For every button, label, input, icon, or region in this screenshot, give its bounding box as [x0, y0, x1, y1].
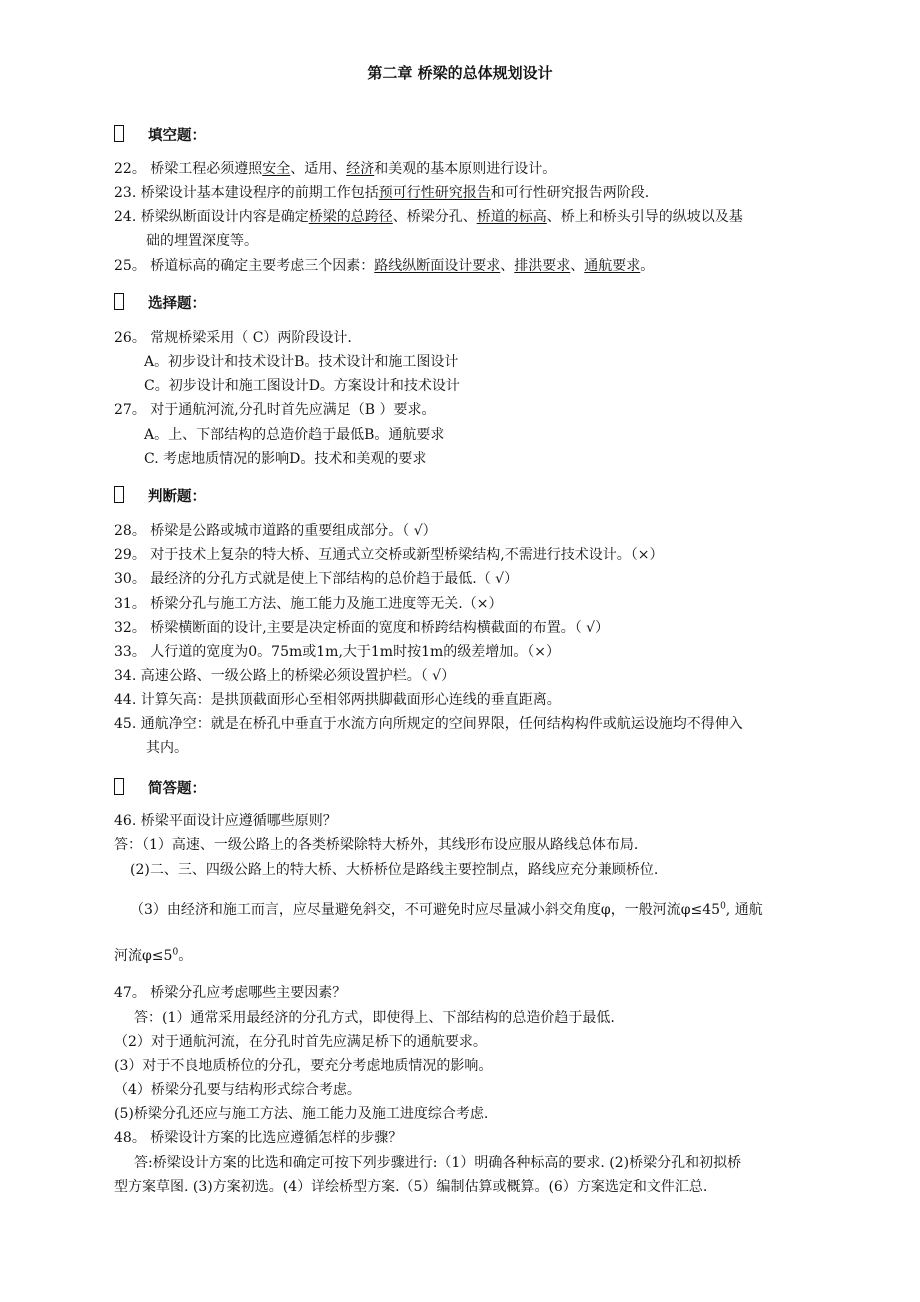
question-24-cont: 础的埋置深度等。: [146, 233, 258, 249]
page-title: 第二章 桥梁的总体规划设计: [367, 64, 553, 82]
question-22: 22。 桥梁工程必须遵照安全、适用、经济和美观的基本原则进行设计。: [114, 161, 557, 177]
checkbox-icon: [114, 125, 124, 142]
question-24: 24. 桥梁纵断面设计内容是确定桥梁的总跨径、桥梁分孔、桥道的标高、桥上和桥头引导的纵坡以及基: [114, 209, 743, 225]
answer-48-1: 答:桥梁设计方案的比选和确定可按下列步骤进行:（1）明确各种标高的要求. (2)桥梁分孔和初拟桥: [134, 1155, 742, 1171]
answer-47-1: 答：(1）通常采用最经济的分孔方式，即使得上、下部结构的总造价趋于最低.: [134, 1010, 615, 1026]
question-23: 23. 桥梁设计基本建设程序的前期工作包括预可行性研究报告和可行性研究报告两阶段.: [114, 185, 650, 201]
question-45: 45. 通航净空：就是在桥孔中垂直于水流方向所规定的空间界限，任何结构构件或航运设施均不得伸入: [114, 716, 743, 732]
question-27-options-1: A。上、下部结构的总造价趋于最低B。通航要求: [144, 427, 445, 443]
checkbox-icon: [114, 293, 124, 310]
answer-47-3: (3）对于不良地质桥位的分孔，要充分考虑地质情况的影响。: [114, 1058, 493, 1074]
question-45-cont: 其内。: [146, 740, 188, 756]
question-25: 25。 桥道标高的确定主要考虑三个因素：路线纵断面设计要求、排洪要求、通航要求。: [114, 258, 655, 274]
answer-46-4: 河流$\varphi\le 5^0$。: [114, 947, 193, 964]
question-30: 30。 最经济的分孔方式就是使上下部结构的总价趋于最低.（ √）: [114, 571, 519, 587]
answer-47-4: （4）桥梁分孔要与结构形式综合考虑。: [114, 1082, 361, 1098]
question-48: 48。 桥梁设计方案的比选应遵循怎样的步骤？: [114, 1130, 403, 1146]
answer-47-2: （2）对于通航河流，在分孔时首先应满足桥下的通航要求。: [114, 1034, 487, 1050]
checkbox-icon: [114, 778, 124, 795]
question-33: 33。 人行道的宽度为0。75m或1m,大于1m时按1m的级差增加。（×）: [114, 644, 560, 660]
question-27: 27。 对于通航河流,分孔时首先应满足（B ）要求。: [114, 402, 436, 418]
answer-46-2: (2)二、三、四级公路上的特大桥、大桥桥位是路线主要控制点，路线应充分兼顾桥位.: [130, 862, 659, 878]
section-short-answer: 简答题：: [114, 778, 206, 799]
question-46: 46. 桥梁平面设计应遵循哪些原则？: [114, 813, 337, 829]
section-judge: 判断题：: [114, 486, 206, 507]
section-choice: 选择题：: [114, 293, 206, 314]
answer-48-2: 型方案草图. (3)方案初选。(4）详绘桥型方案.（5）编制估算或概算。(6）方案选定和文件汇总.: [114, 1179, 708, 1195]
question-28: 28。 桥梁是公路或城市道路的重要组成部分。（ √）: [114, 523, 437, 539]
question-32: 32。 桥梁横断面的设计,主要是决定桥面的宽度和桥跨结构横截面的布置。（ √）: [114, 620, 610, 636]
answer-46-3: （3）由经济和施工而言，应尽量避免斜交，不可避免时应尽量减小斜交角度φ，一般河流$\varphi\le 45^0$, 通航: [130, 901, 763, 918]
question-29: 29。 对于技术上复杂的特大桥、互通式立交桥或新型桥梁结构,不需进行技术设计。（×）: [114, 547, 664, 563]
answer-47-5: (5)桥梁分孔还应与施工方法、施工能力及施工进度综合考虑.: [114, 1106, 489, 1122]
question-44: 44. 计算矢高：是拱顶截面形心至相邻两拱脚截面形心连线的垂直距离。: [114, 692, 561, 708]
question-26-options-1: A。初步设计和技术设计B。技术设计和施工图设计: [144, 354, 459, 370]
question-27-options-2: C. 考虑地质情况的影响D。技术和美观的要求: [144, 451, 427, 467]
question-47: 47。 桥梁分孔应考虑哪些主要因素？: [114, 985, 347, 1001]
question-34: 34. 高速公路、一级公路上的桥梁必须设置护栏。（ √）: [114, 668, 456, 684]
answer-46-1: 答：（1）高速、一级公路上的各类桥梁除特大桥外，其线形布设应服从路线总体布局.: [114, 837, 639, 853]
question-31: 31。 桥梁分孔与施工方法、施工能力及施工进度等无关.（×）: [114, 596, 503, 612]
section-fill-blank: 填空题：: [114, 125, 206, 146]
question-26-options-2: C。初步设计和施工图设计D。方案设计和技术设计: [144, 378, 460, 394]
question-26: 26。 常规桥梁采用（ C）两阶段设计.: [114, 330, 352, 346]
checkbox-icon: [114, 486, 124, 503]
